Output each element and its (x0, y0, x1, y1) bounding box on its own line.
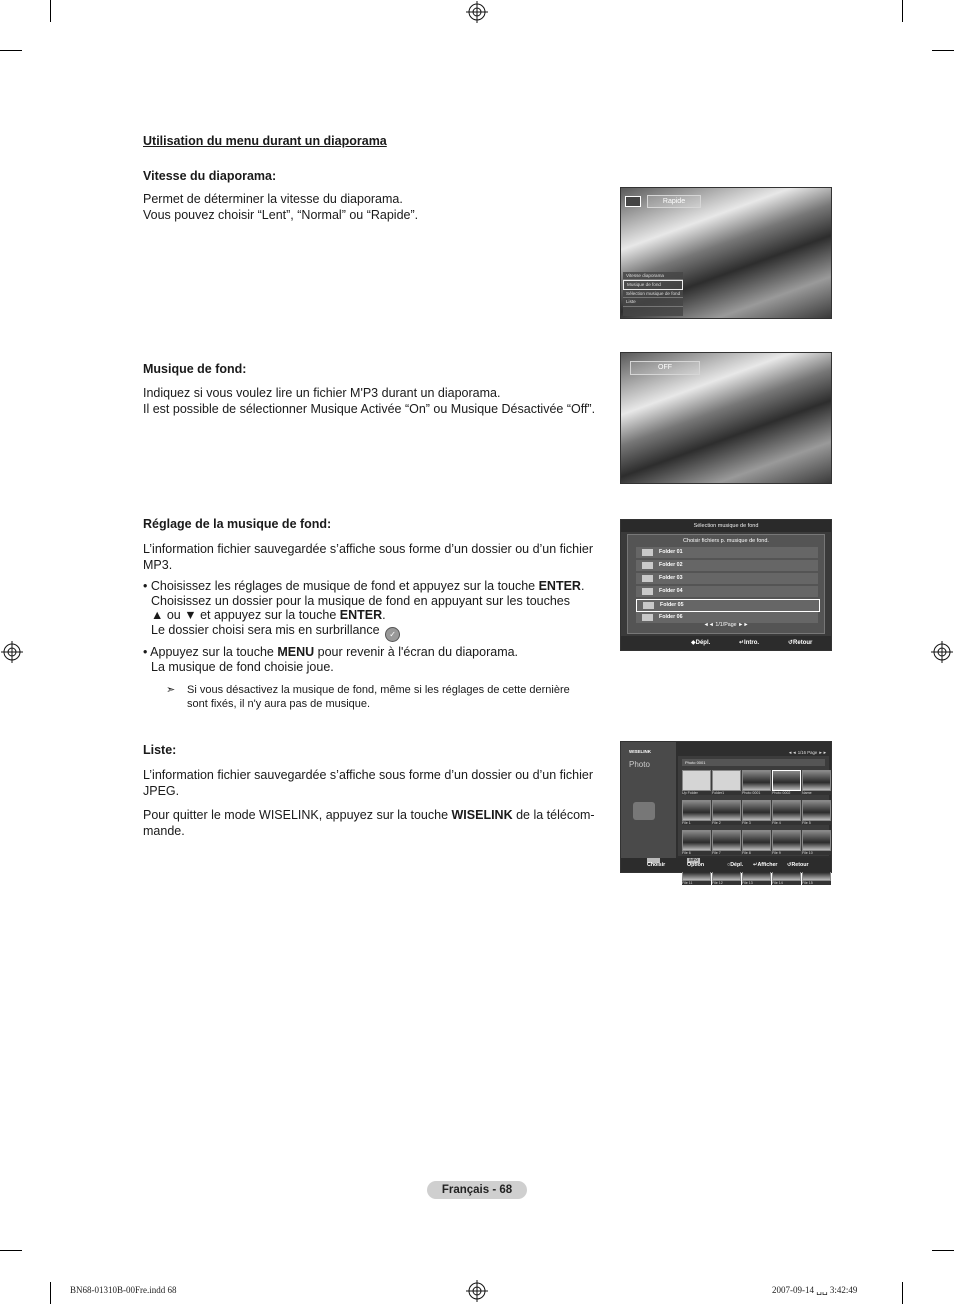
photo-thumbnail[interactable] (742, 770, 771, 791)
reglage-bullet-2 (143, 645, 613, 675)
thumbnail-caption: Up Folder (682, 791, 711, 795)
crop-mark (0, 50, 22, 51)
text-line: Permet de déterminer la vitesse du diaporama. (143, 192, 403, 206)
option-label: Option (687, 862, 705, 868)
thumbnail-caption: File 5 (802, 821, 831, 825)
slug-left: BN68-01310B-00Fre.indd 68 (70, 1285, 177, 1295)
slideshow-icon (625, 196, 641, 207)
thumbnail-caption: File 15 (802, 881, 831, 885)
enter-label: Intro. (744, 640, 760, 646)
slug-right: 2007-09-14 ␣␣ 3:42:49 (772, 1285, 858, 1295)
photo-thumbnail[interactable] (742, 830, 771, 851)
folder-label: Folder 06 (659, 614, 683, 620)
crop-mark (0, 1250, 22, 1251)
reglage-text (143, 541, 613, 573)
page-heading: Utilisation du menu durant un diaporama (143, 134, 387, 148)
folder-row[interactable] (636, 573, 818, 584)
section-title-reglage: Réglage de la musique de fond: (143, 517, 332, 531)
crop-mark (50, 1282, 51, 1304)
thumbnail-caption: File 2 (712, 821, 741, 825)
registration-mark-icon (466, 1, 488, 23)
registration-mark-icon (466, 1280, 488, 1302)
folder-icon (642, 549, 653, 556)
thumbnail-caption: File 7 (712, 851, 741, 855)
text-line: Vous pouvez choisir “Lent”, “Normal” ou “Rapide”. (143, 208, 419, 222)
button-bar: Choisir INFO Option ○ Dépl. ↵ Afficher ↺ Retour (621, 858, 831, 872)
folder-label: Folder 05 (660, 602, 684, 608)
registration-mark-icon (931, 641, 953, 663)
background-music-screen (620, 519, 832, 651)
folder-label: Folder 02 (659, 562, 683, 568)
folder-panel (627, 534, 825, 634)
menu-item[interactable]: Sélection musique de fond (623, 290, 683, 298)
text-line: Si vous désactivez la musique de fond, même si les réglages de cette dernière (187, 684, 570, 696)
registration-mark-icon (1, 641, 23, 663)
liste-text (143, 767, 613, 799)
photo-thumbnail[interactable] (712, 830, 741, 851)
photo-thumbnail[interactable] (802, 830, 831, 851)
pager[interactable]: ◄◄ 1/1/Page ►► (703, 622, 749, 628)
back-button[interactable]: ↺ Retour (788, 636, 793, 650)
thumbnail-caption: File 3 (742, 821, 771, 825)
photo-thumbnail[interactable] (772, 830, 801, 851)
button-bar (621, 636, 831, 650)
thumbnail-caption: File 4 (772, 821, 801, 825)
folder-icon (642, 562, 653, 569)
photo-thumbnail[interactable] (682, 830, 711, 851)
speed-osd[interactable]: Rapide (647, 195, 701, 208)
crop-mark (902, 0, 903, 22)
photo-thumbnail[interactable] (802, 770, 831, 791)
move-button[interactable]: ◆ Dépl. (691, 636, 696, 650)
slideshow-screen-speed (620, 187, 832, 319)
crop-mark (932, 1250, 954, 1251)
screen-subtitle: Choisir fichiers p. musique de fond. (683, 538, 769, 544)
musique-text (143, 385, 613, 417)
move-button[interactable]: ○ Dépl. (727, 858, 730, 872)
thumbnail-caption: Photo 0001 (742, 791, 771, 795)
text-line: MP3. (143, 558, 173, 572)
text-span: Le dossier choisi sera mis en surbrillance (151, 622, 380, 637)
text-line: Choisissez un dossier pour la musique de fond en appuyant sur les touches (151, 593, 571, 608)
photo-thumbnail[interactable] (712, 800, 741, 821)
crop-mark (902, 1282, 903, 1304)
thumbnail-caption: File 1 (682, 821, 711, 825)
crop-mark (50, 0, 51, 22)
folder-row[interactable] (636, 586, 818, 597)
thumbnail-caption: File 13 (742, 881, 771, 885)
key-menu: MENU (277, 645, 315, 659)
thumbnail-caption: Name (802, 791, 831, 795)
camera-icon (633, 802, 655, 820)
folder-icon (642, 614, 653, 621)
folder-icon (642, 575, 653, 582)
text-line: Il est possible de sélectionner Musique Activée “On” ou Musique Désactivée “Off”. (143, 402, 596, 416)
back-button[interactable]: ↺ Retour (787, 858, 791, 872)
thumbnail-caption: Photo 0002 (772, 791, 801, 795)
photo-thumbnail[interactable] (802, 800, 831, 821)
photo-thumbnail[interactable] (772, 770, 801, 791)
thumbnail-caption: File 11 (682, 881, 711, 885)
menu-item[interactable]: Vitesse diaporama (623, 272, 683, 280)
photo-thumbnail[interactable] (682, 800, 711, 821)
checkmark-icon: ✓ (385, 627, 400, 642)
section-title-musique: Musique de fond: (143, 362, 247, 376)
section-title-vitesse: Vitesse du diaporama: (143, 169, 277, 183)
back-label: Retour (791, 862, 809, 868)
music-osd[interactable]: OFF (630, 361, 700, 375)
enter-button[interactable]: ↵ Intro. (739, 636, 744, 650)
folder-row[interactable] (636, 547, 818, 558)
photo-thumbnail[interactable] (682, 770, 711, 791)
show-button[interactable]: ↵ Afficher (753, 858, 757, 872)
photo-thumbnail[interactable] (772, 800, 801, 821)
folder-row[interactable] (636, 560, 818, 571)
thumbnail-caption: File 14 (772, 881, 801, 885)
move-label: Dépl. (730, 862, 744, 868)
page-number-tab: Français - 68 (427, 1181, 527, 1199)
folder-icon (643, 602, 654, 609)
text-line: L’information fichier sauvegardée s’affiche sous forme d’un dossier ou d’un fichier (143, 768, 594, 782)
text-line: mande. (143, 824, 185, 838)
text-line: La musique de fond choisie joue. (151, 660, 334, 674)
text-span: pour revenir à l'écran du diaporama. (314, 645, 519, 659)
back-label: Retour (793, 640, 813, 646)
note-text (187, 683, 617, 711)
slideshow-screen-music (620, 352, 832, 484)
choose-label: Choisir (647, 862, 666, 868)
brand-logo: WISELINK (629, 749, 651, 754)
screen-title: Sélection musique de fond (621, 520, 831, 532)
menu-item[interactable]: Liste (623, 298, 683, 306)
text-span: ▲ ou ▼ et appuyez sur la touche (151, 608, 340, 622)
page-indicator: ◄◄ 1/16 Page ►► (788, 750, 827, 755)
text-line: JPEG. (143, 784, 180, 798)
text-span: • Appuyez sur la touche (143, 645, 278, 659)
folder-label: Folder 03 (659, 575, 683, 581)
wiselink-screen (620, 741, 832, 885)
folder-icon (642, 588, 653, 595)
text-span: • Choisissez les réglages de musique de fond et appuyez sur la touche (143, 579, 539, 593)
key-wiselink: WISELINK (451, 808, 513, 822)
folder-label: Folder 01 (659, 549, 683, 555)
move-label: Dépl. (695, 640, 711, 646)
text-span: Pour quitter le mode WISELINK, appuyez sur la touche (143, 808, 452, 822)
thumbnail-caption: File 12 (712, 881, 741, 885)
key-enter: ENTER (339, 608, 383, 622)
text-line: L’information fichier sauvegardée s’affiche sous forme d’un dossier ou d’un fichier (143, 542, 594, 556)
text-line: Indiquez si vous voulez lire un fichier M'P3 durant un diaporama. (143, 386, 501, 400)
key-enter: ENTER (538, 579, 581, 593)
liste-text-2 (143, 807, 613, 839)
vitesse-text (143, 191, 603, 223)
text-span: de la télécom- (512, 808, 595, 822)
folder-label: Folder 04 (659, 588, 683, 594)
breadcrumb: Photo 0001 (682, 759, 825, 766)
reglage-bullet-1 (143, 579, 613, 642)
text-span: . (382, 608, 386, 622)
note-icon: ➣ (166, 684, 176, 696)
thumbnail-caption: Folder1 (712, 791, 741, 795)
photo-thumbnail[interactable] (712, 770, 741, 791)
sidebar-title: Photo (629, 760, 650, 769)
text-span: . (580, 579, 585, 593)
photo-thumbnail[interactable] (742, 800, 771, 821)
thumbnail-caption: File 9 (772, 851, 801, 855)
menu-item[interactable]: Musique de fond (623, 280, 683, 289)
wiselink-sidebar (621, 742, 676, 858)
thumbnail-caption: File 10 (802, 851, 831, 855)
text-line: sont fixés, il n'y aura pas de musique. (187, 698, 371, 710)
show-label: Afficher (757, 862, 778, 868)
crop-mark (932, 50, 954, 51)
folder-row-selected[interactable] (636, 599, 820, 612)
thumbnail-caption: File 6 (682, 851, 711, 855)
slideshow-side-menu (623, 272, 683, 316)
section-title-liste: Liste: (143, 743, 177, 757)
thumbnail-caption: File 8 (742, 851, 771, 855)
